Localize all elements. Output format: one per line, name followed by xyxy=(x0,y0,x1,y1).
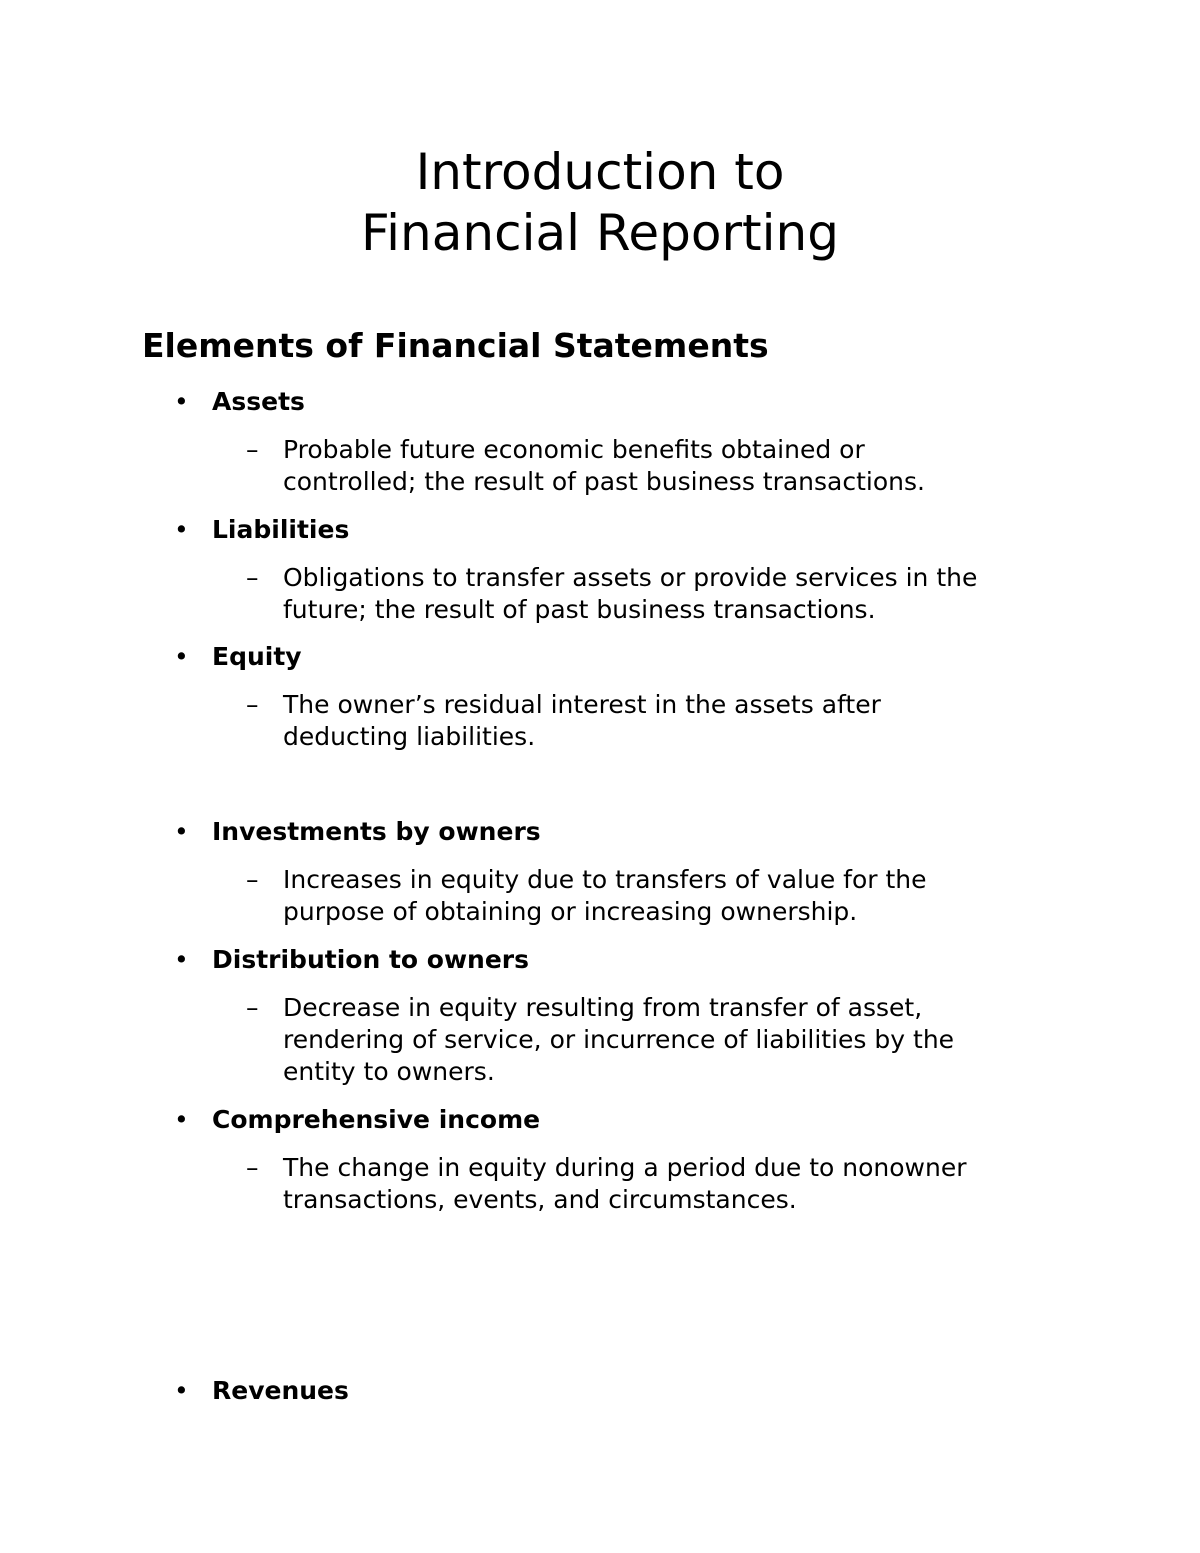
item-description xyxy=(283,1152,1083,1216)
description-line: The change in equity during a period due to nonowner xyxy=(283,1153,967,1182)
item-label: Equity xyxy=(212,642,302,671)
description-line: Increases in equity due to transfers of value for the xyxy=(283,865,927,894)
description-line: entity to owners. xyxy=(283,1057,495,1086)
bullet-glyph: • xyxy=(174,1105,189,1134)
bullet-glyph: • xyxy=(174,945,189,974)
item-description xyxy=(283,562,1083,626)
description-line: purpose of obtaining or increasing ownership. xyxy=(283,897,858,926)
description-line: Obligations to transfer assets or provide services in the xyxy=(283,563,978,592)
item-label: Comprehensive income xyxy=(212,1105,541,1134)
dash-glyph: – xyxy=(246,1153,259,1182)
item-label: Investments by owners xyxy=(212,817,541,846)
description-line: transactions, events, and circumstances. xyxy=(283,1185,797,1214)
bullet-glyph: • xyxy=(174,387,189,416)
description-line: deducting liabilities. xyxy=(283,722,536,751)
item-label: Assets xyxy=(212,387,305,416)
description-line: Probable future economic benefits obtained or xyxy=(283,435,865,464)
description-line: controlled; the result of past business transactions. xyxy=(283,467,925,496)
description-line: Decrease in equity resulting from transfer of asset, xyxy=(283,993,923,1022)
dash-glyph: – xyxy=(246,435,259,464)
bullet-glyph: • xyxy=(174,817,189,846)
item-description xyxy=(283,992,1083,1088)
section-heading: Elements of Financial Statements xyxy=(142,326,769,365)
description-line: rendering of service, or incurrence of liabilities by the xyxy=(283,1025,955,1054)
item-description xyxy=(283,689,1083,753)
dash-glyph: – xyxy=(246,690,259,719)
item-label: Liabilities xyxy=(212,515,350,544)
item-description xyxy=(283,434,1083,498)
bullet-glyph: • xyxy=(174,642,189,671)
dash-glyph: – xyxy=(246,865,259,894)
bullet-glyph: • xyxy=(174,1376,189,1405)
bullet-glyph: • xyxy=(174,515,189,544)
dash-glyph: – xyxy=(246,993,259,1022)
page-title-line-2: Financial Reporting xyxy=(361,204,839,262)
description-line: The owner’s residual interest in the assets after xyxy=(283,690,881,719)
dash-glyph: – xyxy=(246,563,259,592)
item-label: Revenues xyxy=(212,1376,349,1405)
item-description xyxy=(283,864,1083,928)
description-line: future; the result of past business transactions. xyxy=(283,595,876,624)
item-label: Distribution to owners xyxy=(212,945,530,974)
page-title-line-1: Introduction to xyxy=(415,143,785,201)
